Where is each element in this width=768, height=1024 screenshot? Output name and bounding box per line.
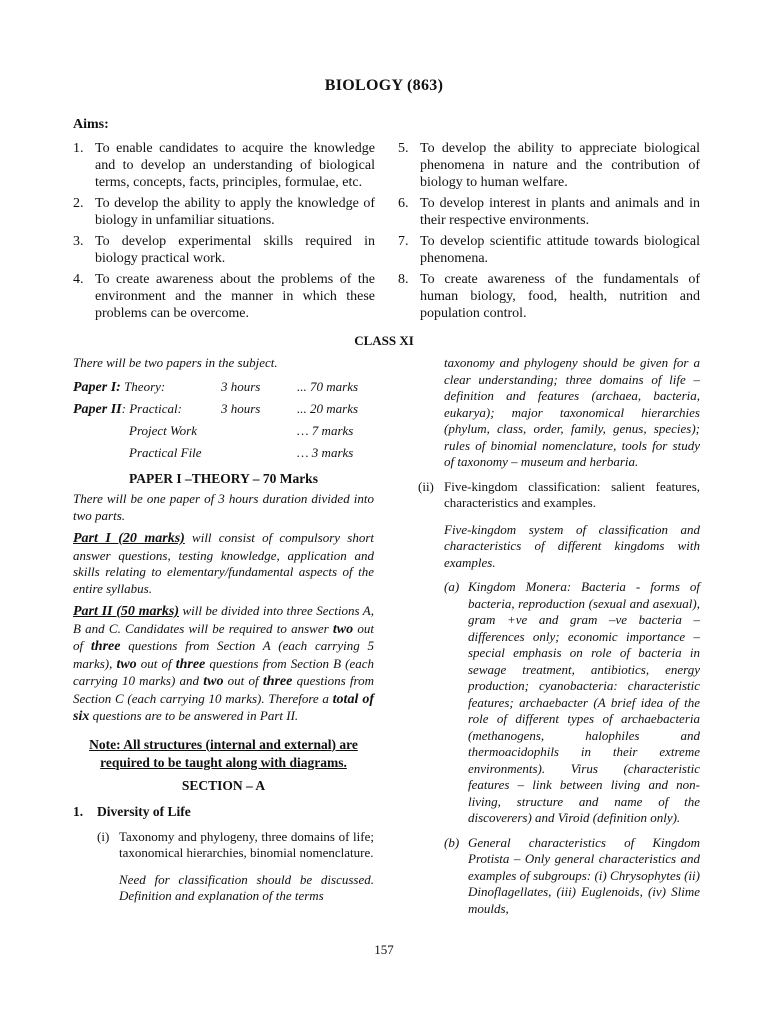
aim-number: 8. [398,272,409,287]
aim-item [398,195,700,229]
aim-text: To develop the ability to appreciate biological phenomena in nature and the contribution of biology to human welfare. [420,141,700,190]
aims-heading: Aims: [73,117,109,132]
part2-paragraph: Part II (50 marks) will be divided into three Sections A, B and C. Candidates will be required to answer two out of three questions from Section A (each carrying 5 marks), two out of three questions from Section B (each carrying 10 marks) and two out of three questions from Section C (each carrying 10 marks). Therefore a total of six questions are to be answered in Part II. [73,603,374,724]
part1-label: Part I (20 marks) [73,531,185,546]
aim-number: 1. [73,141,84,156]
subtopic-item: (ii) Five-kingdom classification: salient features, characteristics and examples. [418,478,700,510]
subtopic-description: Five-kingdom system of classification and characteristics of different kingdoms with examples. [444,521,700,570]
part2-label: Part II (50 marks) [73,604,180,619]
paper-row [73,443,374,465]
aim-item [398,140,700,191]
paper-name: Practical File [129,445,202,461]
aim-item [73,140,375,191]
papers-table [73,377,374,465]
left-column [73,355,374,905]
subtopic-point: (b) General characteristics of Kingdom Protista – Only general characteristics and examples of subgroups: (i) Chrysophytes (ii) Dinoflagellates, (iii) Euglenoids, (iv) Slime moulds, [444,834,700,916]
aim-text: To develop interest in plants and animals and in their respective environments. [420,196,700,228]
aim-number: 4. [73,272,84,287]
aim-number: 5. [398,141,409,156]
aim-text: To develop the ability to apply the knowledge of biology in unfamiliar situations. [95,196,375,228]
aim-item [73,271,375,322]
subtopic-point: (a) Kingdom Monera: Bacteria - forms of bacteria, reproduction (sexual and asexual), gram +ve and gram –ve bacteria – differences only; economic importance – special emphasis on role of bacteria in sewage treatment, antibiotics, energy production; cyanobacteria: characteristic features; archaebacter (A brief idea of the role of different types of archaebacteria (methanogens, halophiles and thermoacidophils in their extreme environments). Virus (characteristic features – link between living and non-living, structure and name of the discoverers) and Viroid (definition only). [444,579,700,825]
paper-name: : Practical: [121,400,182,416]
paper-marks: … 3 marks [297,445,354,461]
aim-item [398,271,700,322]
paper-heading: PAPER I –THEORY – 70 Marks [129,470,318,486]
aim-text: To enable candidates to acquire the knowledge and to develop an understanding of biological terms, concepts, facts, principles, formulae, etc. [95,141,375,190]
section-heading: SECTION – A [181,777,266,793]
paper-row [73,399,374,421]
aim-number: 2. [73,196,84,211]
duration-text: There will be one paper of 3 hours duration divided into two parts. [73,491,374,523]
page-title: BIOLOGY (863) [324,77,444,94]
right-column [418,355,700,917]
paper-hours: 3 hours [221,401,261,417]
aims-list-left [73,140,375,326]
aim-number: 6. [398,196,409,211]
aim-text: To develop scientific attitude towards biological phenomena. [420,234,700,266]
aim-text: To create awareness of the fundamentals of human biology, food, health, nutrition and population control. [420,272,700,321]
paper-row [73,421,374,443]
aim-item [398,233,700,267]
paper-hours: 3 hours [221,379,261,395]
paper-name: Theory: [124,378,166,394]
aim-number: 7. [398,234,409,249]
part1-paragraph: Part I (20 marks) will consist of compulsory short answer questions, testing knowledge, application and skills relating to elementary/fundamental aspects of the entire syllabus. [73,530,374,596]
aim-number: 3. [73,234,84,249]
continued-description: taxonomy and phylogeny should be given for a clear understanding; three domains of life – definition and features (archaea, bacteria, eukarya); major taxonomical hierarchies (phylum, class, order, family, genus, species); rules of binomial nomenclature, tools for study of taxonomy – museum and herbaria. [444,355,700,469]
paper-marks: ... 70 marks [297,379,359,395]
subtopic-item: (i) Taxonomy and phylogeny, three domains of life; taxonomical hierarchies, binomial nomenclature. [97,828,374,860]
aim-item [73,233,375,267]
paper-row [73,377,374,399]
paper-label: Paper I: [73,379,121,395]
aim-text: To create awareness about the problems of the environment and the manner in which these problems can be overcome. [95,272,375,321]
subtopic-description: Need for classification should be discussed. Definition and explanation of the terms [119,871,374,903]
paper-marks: ... 20 marks [297,401,359,417]
note-diagrams: Note: All structures (internal and external) are required to be taught along with diagrams. [89,736,358,770]
aim-item [73,195,375,229]
aim-text: To develop experimental skills required in biology practical work. [95,234,375,266]
paper-label: Paper II [73,401,122,417]
aims-list-right [398,140,700,326]
page-number: 157 [374,942,394,957]
class-heading: CLASS XI [354,333,414,348]
papers-intro: There will be two papers in the subject. [73,355,278,370]
topic-heading: 1. Diversity of Life [73,804,191,819]
paper-marks: … 7 marks [297,423,354,439]
paper-name: Project Work [129,423,197,439]
